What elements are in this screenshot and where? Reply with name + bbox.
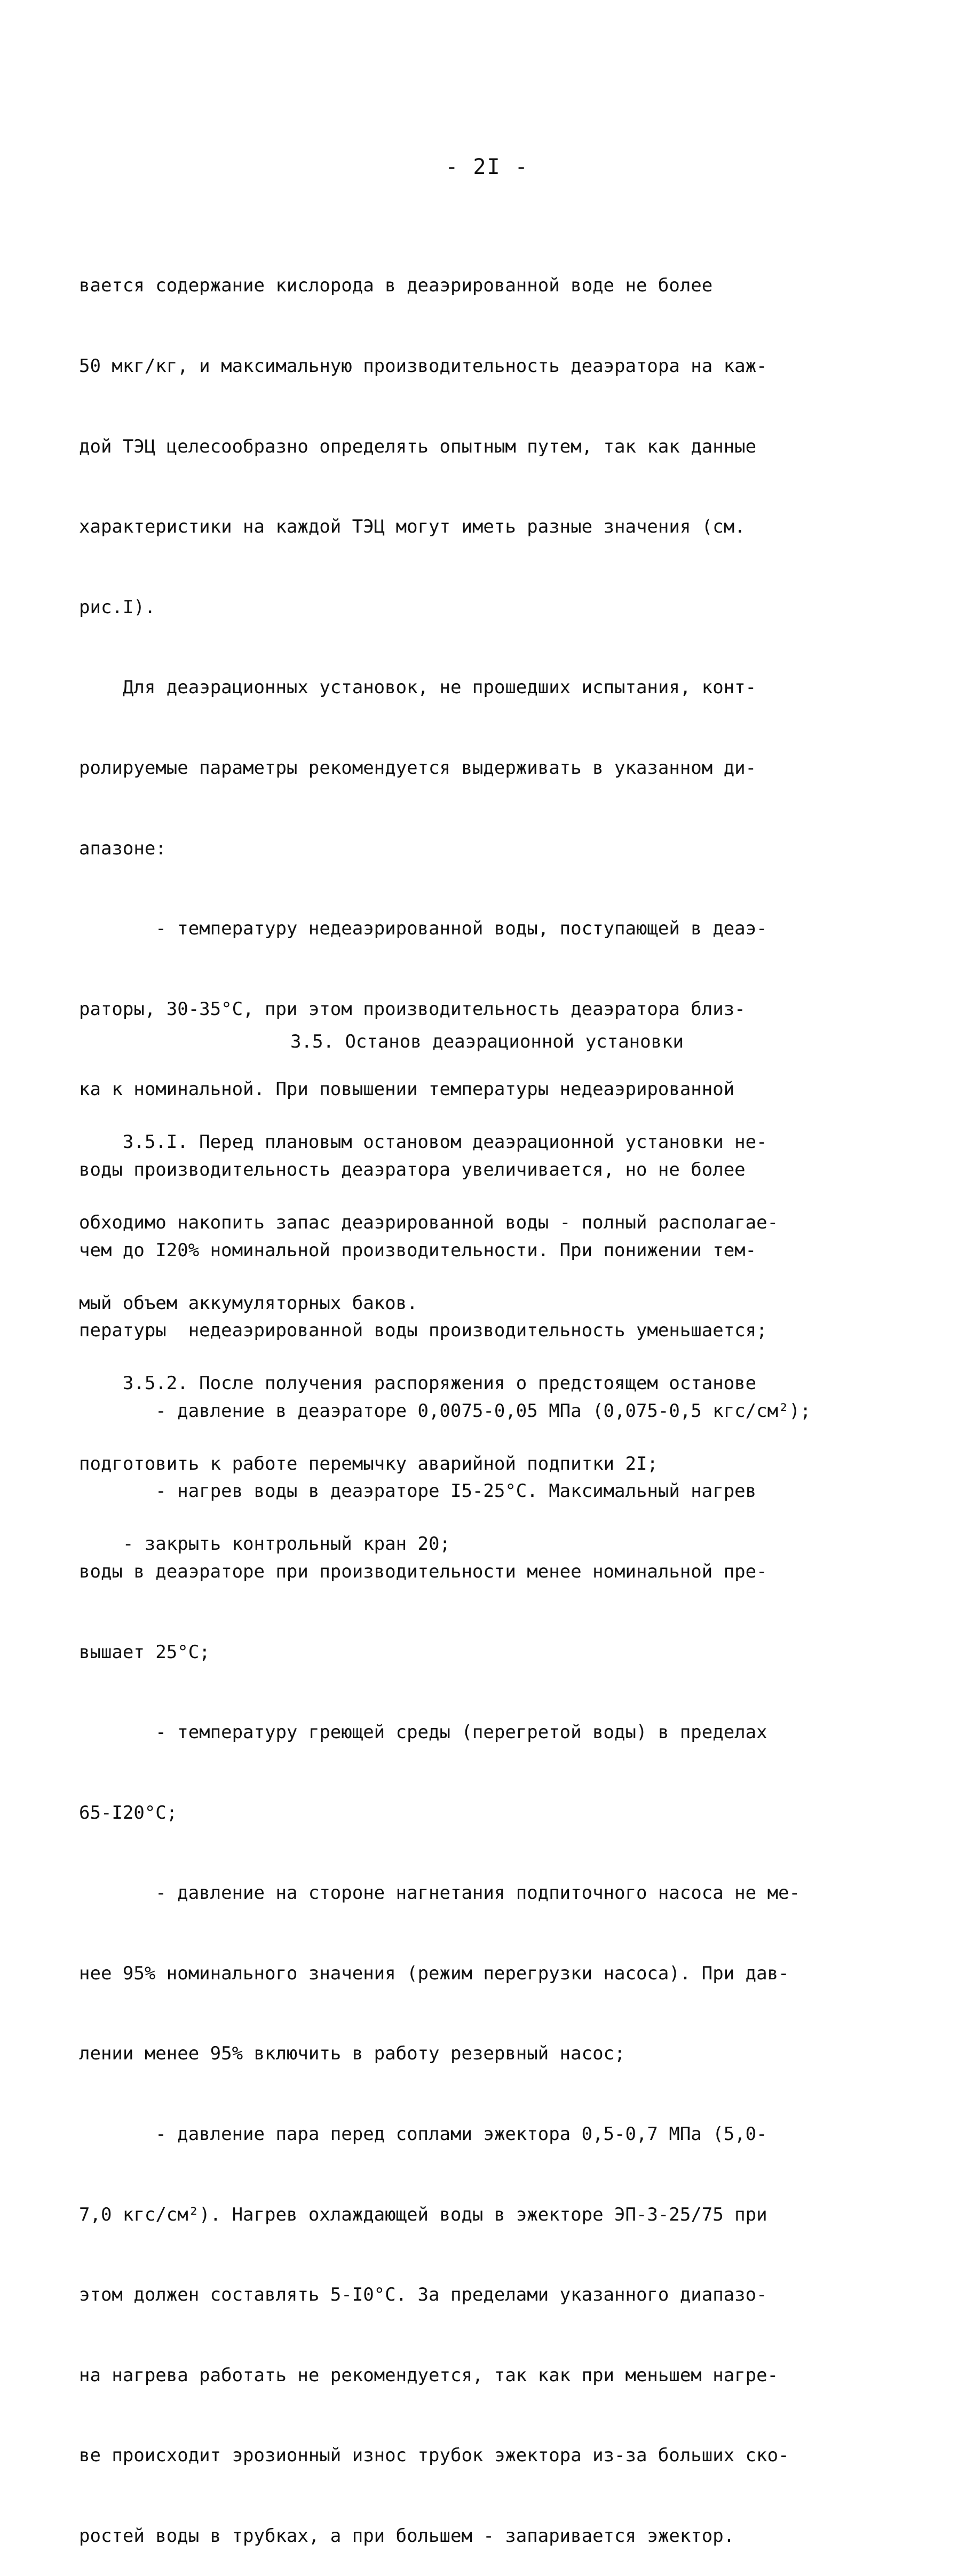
text-line: лении менее 95% включить в работу резервный насос; [79,2043,625,2065]
body-text-section-b [79,1075,912,1584]
text-line: 3.5.I. Перед плановым остановом деаэрационной установки не- [79,1131,767,1153]
text-line: 50 мкг/кг, и максимальную производительность деаэратора на каж- [79,355,767,377]
text-line: чем до I20% номинальной производительности. При понижении тем- [79,1239,757,1261]
text-line: - давление на стороне нагнетания подпиточного насоса не ме- [79,1882,801,1904]
text-line: воды в деаэраторе при производительности менее номинальной пре- [79,1560,767,1582]
page-number: - 2I - [445,155,529,179]
text-line: апазоне: [79,837,167,859]
text-line: - нагрев воды в деаэраторе I5-25°С. Максимальный нагрев [79,1480,757,1502]
text-line: ростей воды в трубках, а при большем - запаривается эжектор. [79,2525,735,2547]
text-line: нее 95% номинального значения (режим перегрузки насоса). При дав- [79,1962,789,1984]
text-line: ролируемые параметры рекомендуется выдерживать в указанном ди- [79,757,757,779]
text-line: - давление в деаэраторе 0,0075-0,05 МПа (0,075-0,5 кгс/см²); [79,1400,811,1422]
text-line: 65-I20°С; [79,1802,178,1824]
text-line: 7,0 кгс/см²). Нагрев охлаждающей воды в эжекторе ЭП-3-25/75 при [79,2204,767,2225]
text-line: воды производительность деаэратора увеличивается, но не более [79,1159,746,1180]
text-line: мый объем аккумуляторных баков. [79,1292,418,1314]
text-line: - давление пара перед соплами эжектора 0,5-0,7 МПа (5,0- [79,2123,767,2145]
text-line: - закрыть контрольный кран 20; [79,1533,450,1555]
text-line: вышает 25°С; [79,1641,210,1663]
text-line: 3.5.2. После получения распоряжения о предстоящем останове [79,1373,757,1394]
text-line: Для деаэрационных установок, не прошедших испытания, конт- [79,677,757,699]
text-line: раторы, 30-35°С, при этом производительность деаэратора близ- [79,998,746,1020]
text-line: вается содержание кислорода в деаэрированной воде не более [79,275,713,297]
text-line: - температуру греющей среды (перегретой воды) в пределах [79,1722,767,1743]
section-heading: 3.5. Останов деаэрационной установки [290,1031,684,1052]
text-line: рис.I). [79,596,156,618]
text-line: характеристики на каждой ТЭЦ могут иметь разные значения (см. [79,516,746,538]
text-line: обходимо накопить запас деаэрированной воды - полный располагае- [79,1212,779,1233]
text-line: на нагрева работать не рекомендуется, так как при меньшем нагре- [79,2364,779,2386]
text-line: дой ТЭЦ целесообразно определять опытным путем, так как данные [79,435,757,457]
text-line: подготовить к работе перемычку аварийной подпитки 2I; [79,1453,658,1475]
text-line: этом должен составлять 5-I0°С. За пределами указанного диапазо- [79,2284,767,2306]
text-line: ве происходит эрозионный износ трубок эжектора из-за больших ско- [79,2445,789,2467]
text-line: пературы недеаэрированной воды производительность уменьшается; [79,1320,767,1342]
text-line: ка к номинальной. При повышении температуры недеаэрированной [79,1079,735,1100]
text-line: - температуру недеаэрированной воды, поступающей в деаэ- [79,918,767,940]
